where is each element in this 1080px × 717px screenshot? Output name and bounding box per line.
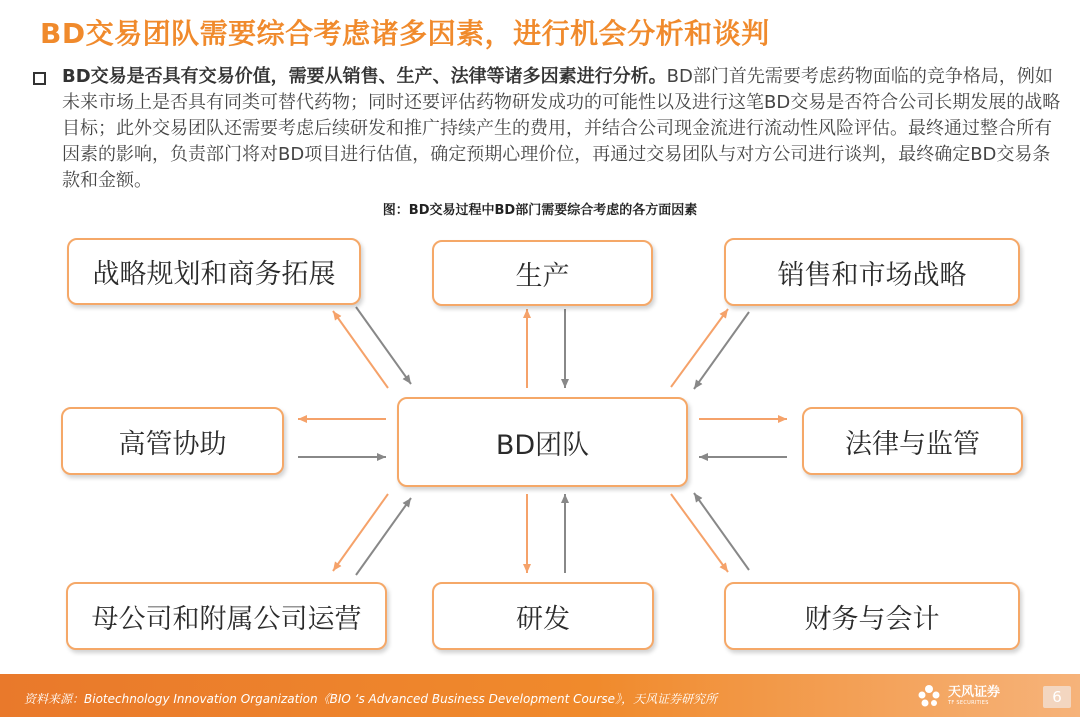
arrow-to-parent bbox=[333, 494, 388, 571]
node-strategy: 战略规划和商务拓展 bbox=[67, 238, 361, 305]
footer-bar bbox=[0, 674, 1080, 717]
bullet-bold-text: BD交易是否具有交易价值，需要从销售、生产、法律等诸多因素进行分析。 bbox=[62, 66, 667, 87]
tf-logo-icon bbox=[916, 683, 942, 709]
node-rnd: 研发 bbox=[432, 582, 654, 650]
page-number: 6 bbox=[1043, 686, 1071, 708]
arrow-to-finance bbox=[671, 494, 728, 572]
logo-cn-text: 天风证券 bbox=[948, 685, 1001, 700]
bullet-body-text: BD部门首先需要考虑药物面临的竞争格局，例如未来市场上是否具有同类可替代药物；同时还要评估药物研发成功的可能性以及进行这笔BD交易是否符合公司长期发展的战略目标；此外交易团队还需要考虑后续研发和推广持续产生的费用，并结合公司现金流进行流动性风险评估。最终通过整合所有因素的影响，负责部门将对BD项目进行估值，确定预期心理价位，再通过交易团队与对方公司进行谈判，最终确定BD交易条款和金额。 bbox=[62, 66, 1061, 191]
node-production: 生产 bbox=[432, 240, 653, 306]
slide-title: BD交易团队需要综合考虑诸多因素，进行机会分析和谈判 bbox=[40, 17, 770, 50]
footer-source: 资料来源：Biotechnology Innovation Organization《BIO ‘s Advanced Business Development Course》，天风证券研究所 bbox=[24, 692, 718, 706]
node-sales: 销售和市场战略 bbox=[724, 238, 1020, 306]
logo-en-text: TF SECURITIES bbox=[948, 700, 989, 706]
arrow-from-strategy bbox=[356, 307, 411, 384]
node-executive: 高管协助 bbox=[61, 407, 284, 475]
arrow-to-sales bbox=[671, 309, 728, 387]
node-parent: 母公司和附属公司运营 bbox=[66, 582, 387, 650]
arrow-to-strategy bbox=[333, 311, 388, 388]
arrow-from-parent bbox=[356, 498, 411, 575]
node-finance: 财务与会计 bbox=[724, 582, 1020, 650]
arrow-from-finance bbox=[694, 493, 749, 570]
figure-caption: 图：BD交易过程中BD部门需要综合考虑的各方面因素 bbox=[382, 203, 698, 218]
tf-logo bbox=[916, 680, 1026, 712]
node-bd-team: BD团队 bbox=[397, 397, 688, 487]
arrow-from-sales bbox=[694, 312, 749, 389]
node-legal: 法律与监管 bbox=[802, 407, 1023, 475]
